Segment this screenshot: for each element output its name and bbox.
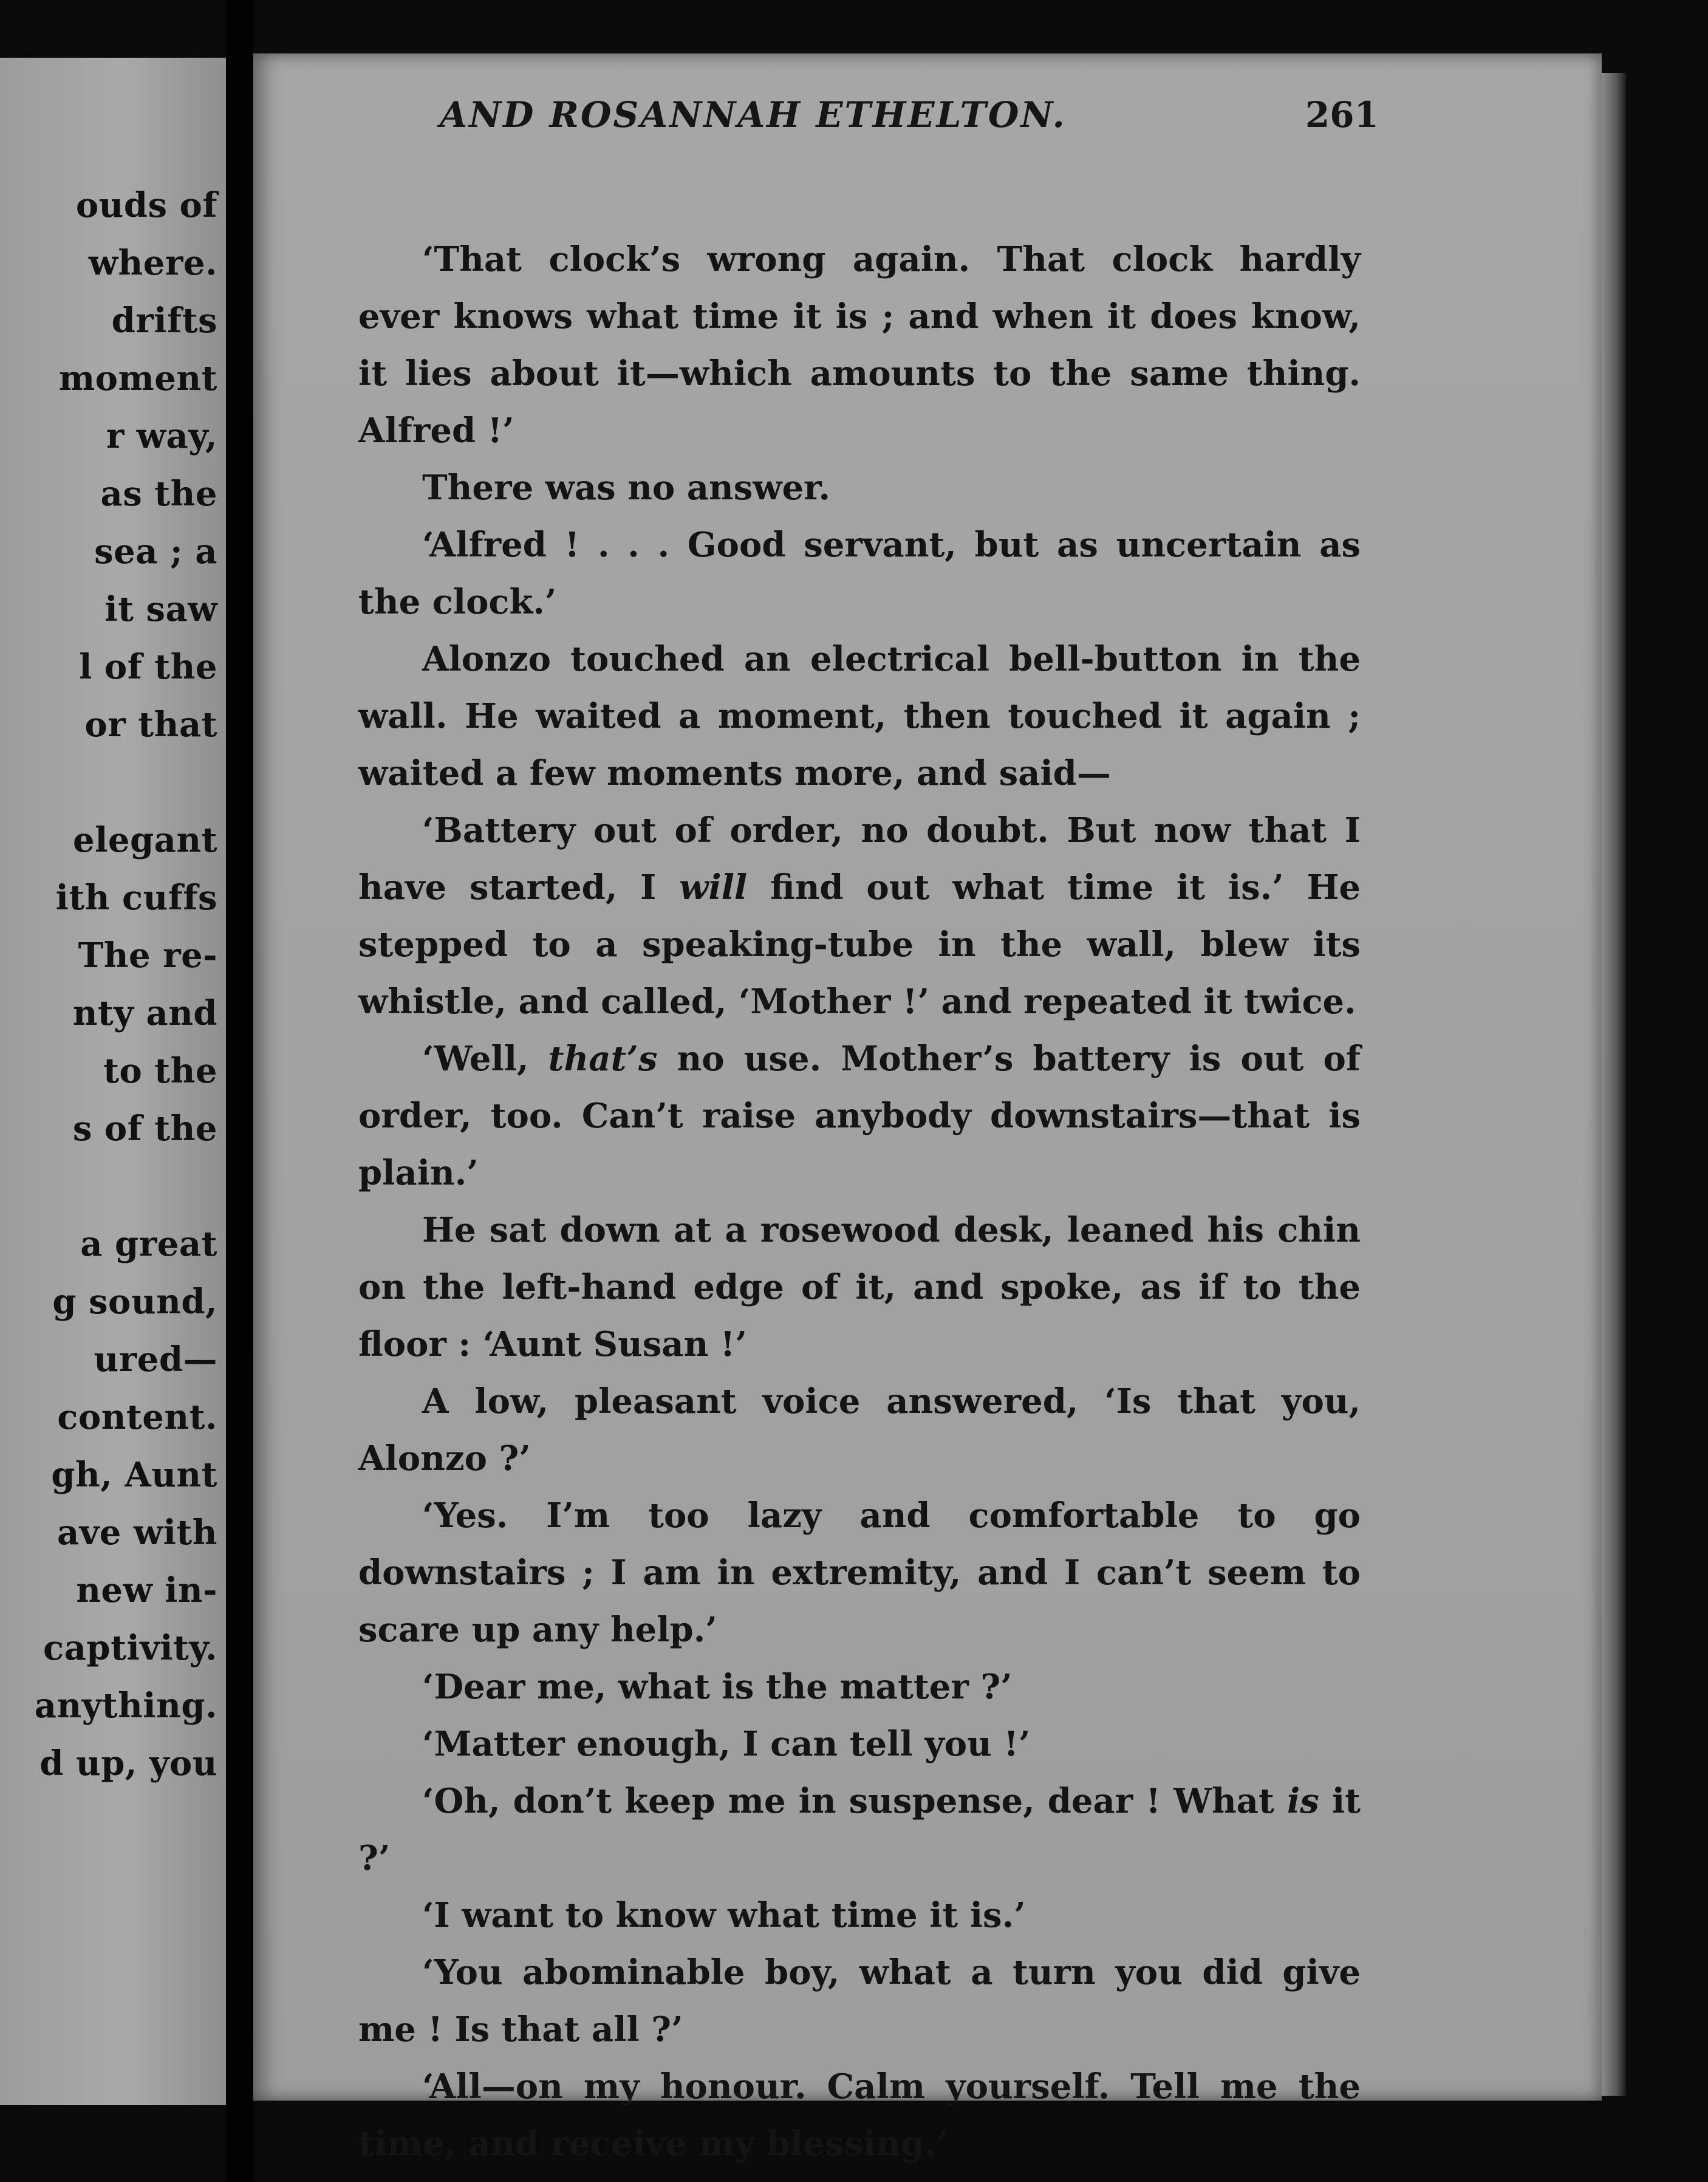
paragraph: ‘That clock’s wrong again. That clock hardly ever knows what time it is ; and when it does know, it lies about it—which amounts to the same thing. Alfred !’ xyxy=(358,239,1361,451)
left-page-line: where. xyxy=(88,243,217,283)
left-page-line: new in- xyxy=(76,1570,217,1610)
emphasis: is xyxy=(1286,1781,1319,1821)
left-page-line: sea ; a xyxy=(94,532,217,572)
paragraph-text: no use. Mother’s battery is out of order, too. Can’t raise anybody downstairs—that is plain.’ xyxy=(358,1039,1361,1193)
left-page-line: elegant xyxy=(72,820,217,860)
left-page-line: r way, xyxy=(106,416,217,456)
paragraph-text: find out what time it is.’ He stepped to a speaking-tube in the wall, blew its whistle, and called, ‘Mother !’ and repeated it twice. xyxy=(358,867,1361,1022)
left-page-line: drifts xyxy=(111,301,217,341)
left-page-line: captivity. xyxy=(43,1628,217,1668)
emphasis: will xyxy=(679,867,748,908)
paragraph: A low, pleasant voice answered, ‘Is that you, Alonzo ?’ xyxy=(358,1381,1361,1479)
paragraph-text: ‘Oh, don’t keep me in suspense, dear ! What xyxy=(422,1781,1287,1821)
left-page-line: ith cuffs xyxy=(55,878,217,918)
left-page-line: a great xyxy=(80,1224,217,1264)
paragraph-text: ‘Battery out of order, no doubt. But now that I have started, I xyxy=(358,810,1361,908)
paragraph: ‘I want to know what time it is.’ xyxy=(422,1895,1026,1935)
page-edge xyxy=(1602,73,1626,2096)
running-head: AND ROSANNAH ETHELTON. xyxy=(440,94,1067,135)
paragraph: There was no answer. xyxy=(422,468,830,508)
left-page-line: s of the xyxy=(72,1109,217,1149)
left-page-line: The re- xyxy=(78,935,217,976)
left-page-line: ouds of xyxy=(75,185,217,225)
paragraph: ‘All—on my honour. Calm yourself. Tell me the time, and receive my blessing.’ xyxy=(358,2067,1361,2164)
paragraph: He sat down at a rosewood desk, leaned his chin on the left-hand edge of it, and spoke, as if to the floor : ‘Aunt Susan !’ xyxy=(358,1210,1361,1364)
paragraph: ‘Alfred ! . . . Good servant, but as uncertain as the clock.’ xyxy=(358,525,1361,622)
paragraph: ‘Matter enough, I can tell you !’ xyxy=(422,1724,1031,1764)
left-page-line: to the xyxy=(103,1051,217,1091)
left-page-line: as the xyxy=(100,474,217,514)
paragraph xyxy=(358,802,1361,1030)
paragraph xyxy=(358,1030,1361,1202)
paragraph xyxy=(358,1773,1361,1887)
left-page-line: or that xyxy=(84,705,217,745)
page-number: 261 xyxy=(1305,94,1379,135)
left-page-line: d up, you xyxy=(39,1743,217,1784)
paragraph: ‘You abominable boy, what a turn you did give me ! Is that all ?’ xyxy=(358,1952,1361,2050)
left-page-line: it saw xyxy=(104,589,217,629)
body-text xyxy=(358,231,1361,2172)
left-page-line: gh, Aunt xyxy=(51,1455,217,1495)
left-page-line: content. xyxy=(57,1397,217,1437)
left-page-line: ured— xyxy=(94,1339,217,1380)
left-page-line: ave with xyxy=(56,1513,217,1553)
paragraph: ‘Yes. I’m too lazy and comfortable to go downstairs ; I am in extremity, and I can’t seem to scare up any help.’ xyxy=(358,1496,1361,1650)
left-page-fragment xyxy=(0,58,226,2105)
paragraph-text: ‘Well, xyxy=(422,1039,548,1079)
left-page-line: moment xyxy=(58,358,217,398)
paragraph: ‘Dear me, what is the matter ?’ xyxy=(422,1667,1013,1707)
paragraph-text: it ?’ xyxy=(358,1781,1361,1878)
left-page-line: nty and xyxy=(72,993,217,1033)
left-page-line: g sound, xyxy=(52,1282,217,1322)
emphasis: that’s xyxy=(548,1039,658,1079)
paragraph: Alonzo touched an electrical bell-button in the wall. He waited a moment, then touched it again ; waited a few moments more, and said— xyxy=(358,639,1361,793)
left-page-line: anything. xyxy=(34,1686,217,1726)
left-page-line: l of the xyxy=(79,647,217,687)
book-gutter xyxy=(226,0,253,2182)
